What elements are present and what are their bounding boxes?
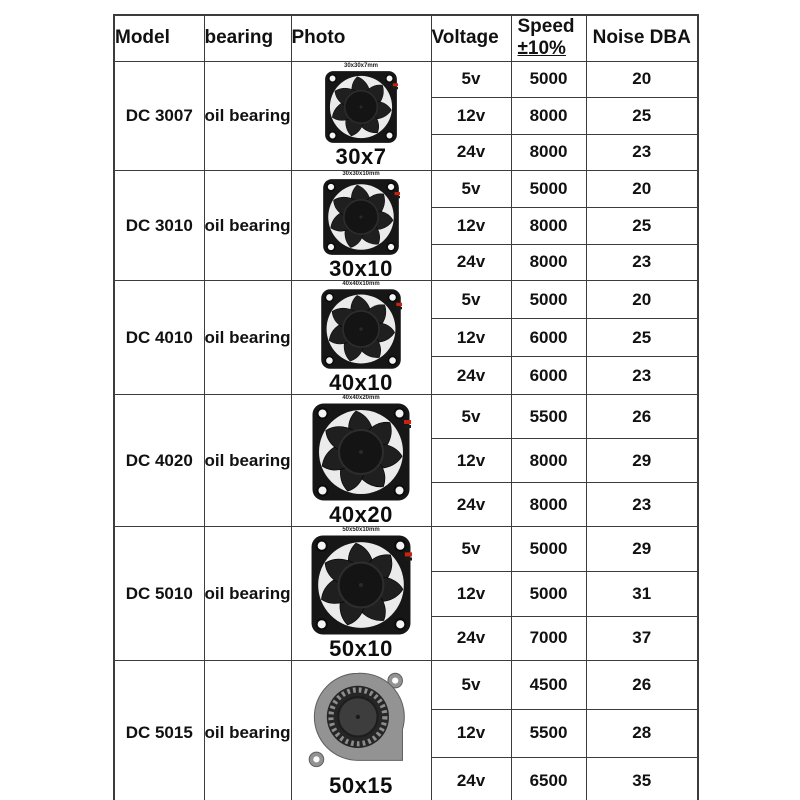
- bearing-cell: oil bearing: [204, 61, 291, 171]
- noise-cell: 29: [586, 439, 698, 483]
- noise-cell: 25: [586, 319, 698, 357]
- model-cell: DC 4010: [114, 281, 204, 395]
- voltage-cell: 12v: [431, 319, 511, 357]
- photo-caption: 30x10: [329, 256, 393, 281]
- voltage-cell: 24v: [431, 757, 511, 800]
- photo-caption: 40x10: [329, 370, 393, 395]
- photo-caption: 50x15: [329, 772, 393, 798]
- voltage-cell: 24v: [431, 483, 511, 527]
- photo-cell: [291, 171, 431, 281]
- voltage-cell: 12v: [431, 571, 511, 616]
- photo-caption: 30x7: [335, 144, 387, 170]
- photo-cell: [291, 661, 431, 800]
- speed-cell: 7000: [511, 616, 586, 661]
- voltage-cell: 12v: [431, 98, 511, 135]
- speed-cell: 6000: [511, 319, 586, 357]
- photo-dimension-label: 30x30x7mm: [343, 63, 379, 70]
- noise-cell: 26: [586, 395, 698, 439]
- speed-cell: 5000: [511, 171, 586, 208]
- noise-cell: 28: [586, 709, 698, 757]
- table-row: [114, 281, 698, 319]
- noise-cell: 20: [586, 171, 698, 208]
- bearing-cell: oil bearing: [204, 281, 291, 395]
- axial-fan-image: [310, 534, 412, 636]
- voltage-cell: 5v: [431, 527, 511, 572]
- voltage-cell: 5v: [431, 661, 511, 709]
- noise-cell: 29: [586, 527, 698, 572]
- photo-cell: [291, 61, 431, 171]
- photo-caption: 40x20: [329, 502, 393, 527]
- model-cell: DC 3010: [114, 171, 204, 281]
- table-row: [114, 171, 698, 208]
- fan-spec-table: [113, 14, 699, 800]
- speed-cell: 5000: [511, 61, 586, 98]
- bearing-cell: oil bearing: [204, 171, 291, 281]
- noise-cell: 26: [586, 661, 698, 709]
- header-speed: [511, 15, 586, 61]
- photo-cell: [291, 527, 431, 661]
- speed-cell: 6500: [511, 757, 586, 800]
- speed-cell: 5000: [511, 281, 586, 319]
- speed-cell: 8000: [511, 483, 586, 527]
- speed-cell: 5000: [511, 527, 586, 572]
- bearing-cell: oil bearing: [204, 661, 291, 800]
- photo-cell: [291, 395, 431, 527]
- header-model: Model: [114, 15, 204, 61]
- voltage-cell: 24v: [431, 244, 511, 281]
- noise-cell: 23: [586, 134, 698, 171]
- voltage-cell: 12v: [431, 207, 511, 244]
- table-row: [114, 527, 698, 572]
- voltage-cell: 5v: [431, 395, 511, 439]
- voltage-cell: 5v: [431, 281, 511, 319]
- header-speed-line1: Speed: [517, 16, 575, 38]
- bearing-cell: oil bearing: [204, 395, 291, 527]
- axial-fan-image: [324, 70, 398, 144]
- noise-cell: 23: [586, 483, 698, 527]
- model-cell: DC 5010: [114, 527, 204, 661]
- speed-cell: 8000: [511, 439, 586, 483]
- header-bearing: bearing: [204, 15, 291, 61]
- noise-cell: 20: [586, 281, 698, 319]
- speed-cell: 6000: [511, 357, 586, 395]
- header-voltage: Voltage: [431, 15, 511, 61]
- model-cell: DC 4020: [114, 395, 204, 527]
- photo-cell: [291, 281, 431, 395]
- blower-fan-image: [304, 669, 418, 773]
- axial-fan-image: [320, 288, 402, 370]
- photo-dimension-label: 30x30x10mm: [342, 171, 380, 178]
- table-row: [114, 661, 698, 709]
- header-row: [114, 15, 698, 61]
- voltage-cell: 5v: [431, 61, 511, 98]
- photo-caption: 50x10: [329, 636, 393, 661]
- noise-cell: 25: [586, 98, 698, 135]
- axial-fan-image: [322, 178, 400, 256]
- voltage-cell: 24v: [431, 134, 511, 171]
- voltage-cell: 24v: [431, 616, 511, 661]
- speed-cell: 8000: [511, 134, 586, 171]
- photo-dimension-label: 40x40x10mm: [342, 281, 380, 288]
- speed-cell: 5000: [511, 571, 586, 616]
- speed-cell: 8000: [511, 207, 586, 244]
- photo-dimension-label: 50x50x10mm: [342, 527, 380, 534]
- noise-cell: 31: [586, 571, 698, 616]
- voltage-cell: 12v: [431, 439, 511, 483]
- axial-fan-image: [311, 402, 411, 502]
- noise-cell: 23: [586, 357, 698, 395]
- model-cell: DC 5015: [114, 661, 204, 800]
- noise-cell: 20: [586, 61, 698, 98]
- noise-cell: 35: [586, 757, 698, 800]
- table-row: [114, 61, 698, 98]
- speed-cell: 5500: [511, 709, 586, 757]
- speed-cell: 5500: [511, 395, 586, 439]
- header-speed-tolerance: ±10%: [517, 38, 566, 60]
- bearing-cell: oil bearing: [204, 527, 291, 661]
- noise-cell: 23: [586, 244, 698, 281]
- speed-cell: 4500: [511, 661, 586, 709]
- header-noise: Noise DBA: [586, 15, 698, 61]
- voltage-cell: 5v: [431, 171, 511, 208]
- voltage-cell: 12v: [431, 709, 511, 757]
- voltage-cell: 24v: [431, 357, 511, 395]
- header-photo: Photo: [291, 15, 431, 61]
- table-row: [114, 395, 698, 439]
- speed-cell: 8000: [511, 244, 586, 281]
- speed-cell: 8000: [511, 98, 586, 135]
- noise-cell: 37: [586, 616, 698, 661]
- photo-dimension-label: 40x40x20mm: [342, 395, 380, 402]
- model-cell: DC 3007: [114, 61, 204, 171]
- noise-cell: 25: [586, 207, 698, 244]
